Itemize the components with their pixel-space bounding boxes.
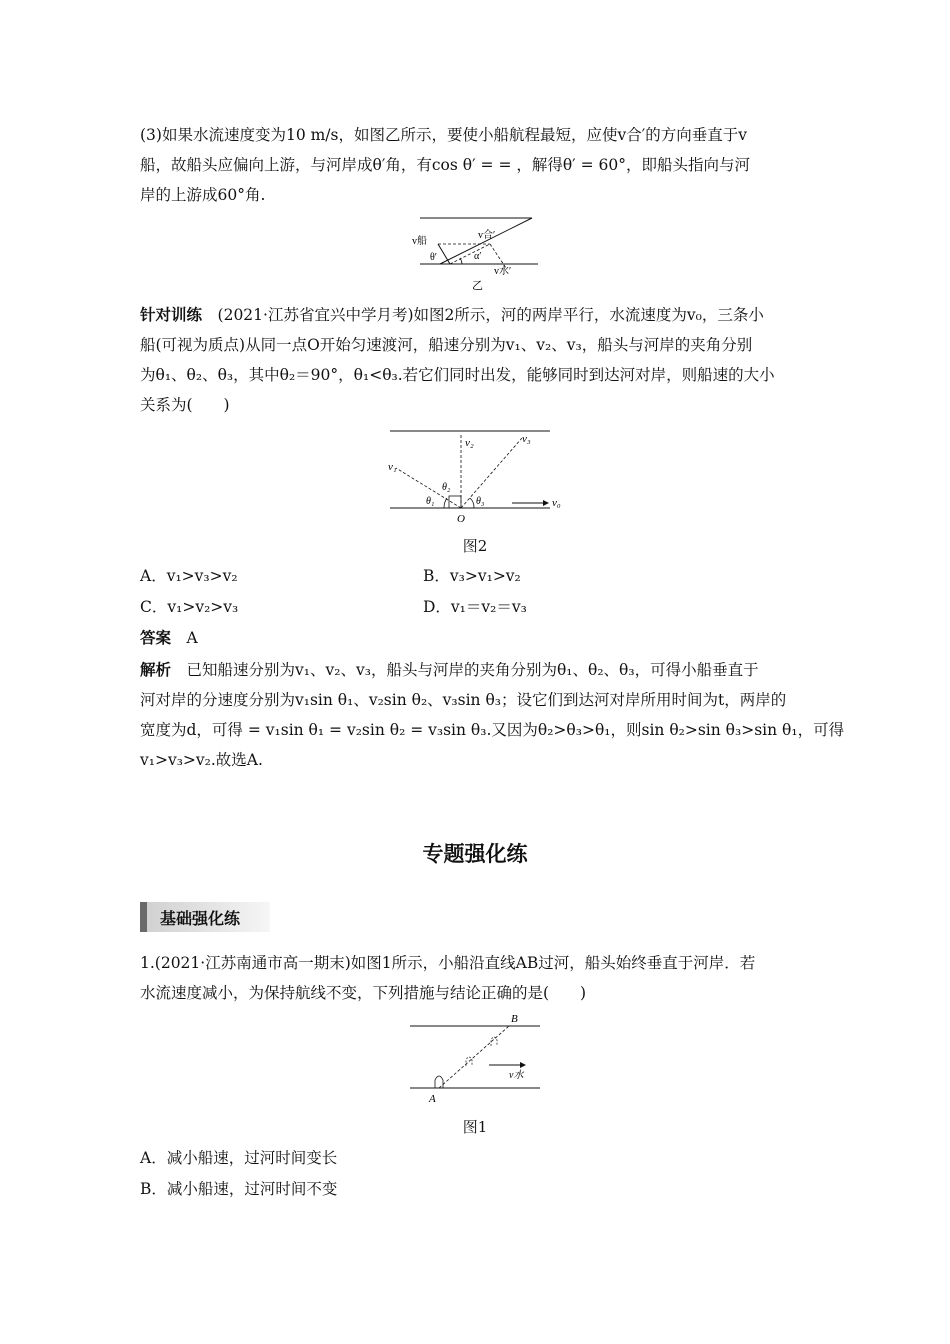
answer-label: 答案 [140, 629, 172, 647]
fig2-theta2: θ₂ [442, 482, 451, 493]
figure-2-caption: 图2 [462, 537, 488, 555]
fig2-theta1: θ₁ [426, 496, 435, 507]
question-1-line-2: 水流速度减小，为保持航线不变，下列措施与结论正确的是( ) [140, 984, 587, 1002]
analysis-line-1: 已知船速分别为v₁、v₂、v₃，船头与河岸的夹角分别为θ₁、θ₂、θ₃，可得小船垂直于 [186, 661, 759, 679]
fig2-v3: v₃ [522, 433, 531, 445]
answer-row [140, 626, 198, 648]
question-1-option-a: A．减小船速，过河时间变长 [140, 1149, 338, 1167]
part3-line-1: (3)如果水流速度变为10 m/s，如图乙所示，要使小船航程最短，应使v合′的方向垂直于v [140, 126, 748, 144]
figure-1 [405, 1008, 545, 1108]
fig2-origin: O [457, 513, 465, 525]
practice-line-4: 关系为( ) [140, 396, 230, 414]
fig-yi-alpha: α′ [474, 251, 482, 262]
answer-value: A [186, 629, 198, 647]
question-1-paragraph [140, 948, 812, 1008]
practice-paragraph [140, 300, 812, 420]
section-tag [140, 902, 270, 932]
fig-yi-vhe: v合′ [478, 230, 496, 241]
fig-yi-caption: 乙 [472, 280, 483, 292]
figure-2 [380, 424, 580, 528]
fig2-v0: v₀ [552, 497, 561, 509]
practice-tag: 针对训练 [140, 306, 203, 324]
figure-1-caption: 图1 [462, 1118, 488, 1136]
option-b: B．v₃>v₁>v₂ [423, 567, 521, 585]
option-c: C．v₁>v₂>v₃ [140, 598, 239, 616]
fig2-v2: v₂ [465, 437, 474, 449]
option-a: A．v₁>v₃>v₂ [140, 567, 238, 585]
question-1-line-1: 1.(2021·江苏南通市高一期末)如图1所示，小船沿直线AB过河，船头始终垂直于河岸．若 [140, 954, 756, 972]
practice-line-3: 为θ₁、θ₂、θ₃，其中θ₂＝90°，θ₁<θ₃.若它们同时出发，能够同时到达河对岸，则船速的大小 [140, 366, 775, 384]
fig-yi-theta: θ′ [430, 252, 437, 263]
option-d: D．v₁＝v₂＝v₃ [423, 598, 527, 616]
practice-line-1: (2021·江苏省宜兴中学月考)如图2所示，河的两岸平行，水流速度为v₀，三条小 [217, 306, 764, 324]
analysis-paragraph [140, 655, 845, 775]
figure-yi [410, 212, 550, 292]
analysis-label: 解析 [140, 661, 172, 679]
fig-yi-vboat: v船 [412, 236, 427, 247]
part3-paragraph [140, 120, 812, 210]
fig-yi-vwater: v水′ [494, 266, 512, 277]
fig2-theta3: θ₃ [476, 496, 485, 507]
fig2-v1: v₁ [388, 461, 397, 473]
section-tag-bar [140, 902, 147, 932]
section-title: 专题强化练 [422, 842, 528, 866]
analysis-line-3: 宽度为d，可得 = v₁sin θ₁ = v₂sin θ₂ = v₃sin θ₃.又因为θ₂>θ₃>θ₁，则sin θ₂>sin θ₃>sin θ₁，可得 [140, 721, 845, 739]
fig1-label-a: A [429, 1093, 436, 1105]
question-1-option-b: B．减小船速，过河时间不变 [140, 1180, 338, 1198]
section-tag-label: 基础强化练 [160, 909, 241, 928]
fig1-vwater: v水 [509, 1070, 524, 1081]
analysis-line-4: v₁>v₃>v₂.故选A. [140, 751, 263, 769]
part3-line-3: 岸的上游成60°角. [140, 186, 266, 204]
practice-line-2: 船(可视为质点)从同一点O开始匀速渡河，船速分别为v₁、v₂、v₃，船头与河岸的夹角分别 [140, 336, 753, 354]
analysis-line-2: 河对岸的分速度分别为v₁sin θ₁、v₂sin θ₂、v₃sin θ₃；设它们到达河对岸所用时间为t，两岸的 [140, 691, 787, 709]
part3-line-2: 船，故船头应偏向上游，与河岸成θ′角，有cos θ′ = = ，解得θ′ = 60°，即船头指向与河 [140, 156, 751, 174]
fig1-label-b: B [511, 1013, 518, 1025]
